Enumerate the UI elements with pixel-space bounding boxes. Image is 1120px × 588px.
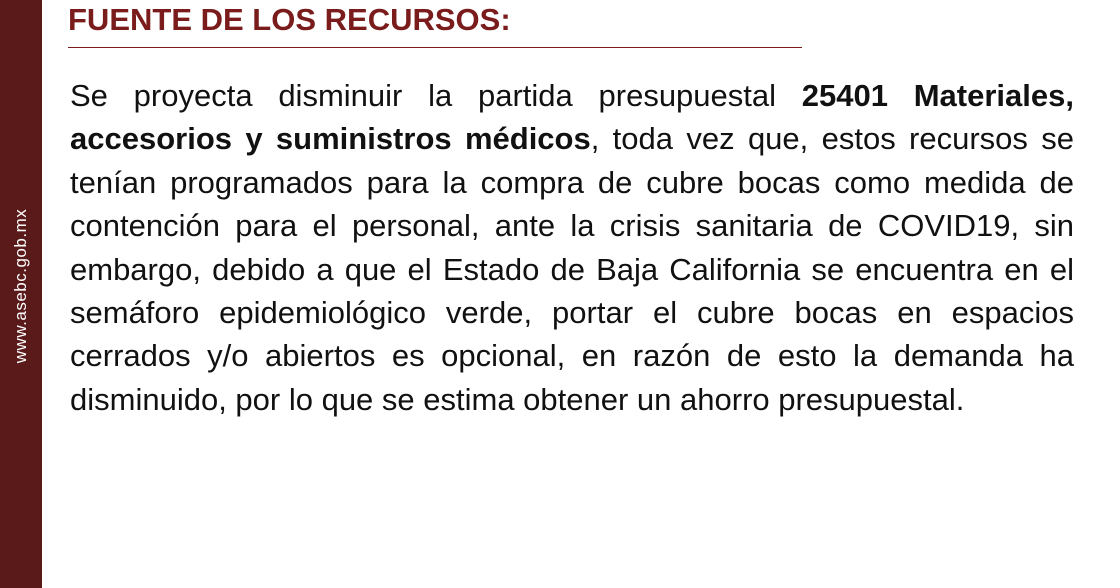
side-bar: [0, 0, 42, 588]
paragraph-rest: , toda vez que, estos recursos se tenían programados para la compra de cubre bocas como medida de contención para el personal, ante la crisis sanitaria de COVID19, sin embargo, debido a que el Estado de Baja California se encuentra en el semáforo epidemiológico verde, portar el cubre bocas en espacios cerrados y/o abiertos es opcional, en razón de esto la demanda ha disminuido, por lo que se estima obtener un ahorro presupuestal.: [70, 121, 1074, 417]
paragraph-lead: Se proyecta disminuir la partida presupuestal: [70, 78, 802, 113]
title-underline: [68, 47, 802, 48]
section-title: FUENTE DE LOS RECURSOS:: [68, 2, 511, 37]
website-url: www.asebc.gob.mx: [11, 208, 30, 364]
body-paragraph: [70, 74, 1074, 421]
budget-item: 25401 Materiales, accesorios y suministros médicos: [70, 78, 1074, 157]
